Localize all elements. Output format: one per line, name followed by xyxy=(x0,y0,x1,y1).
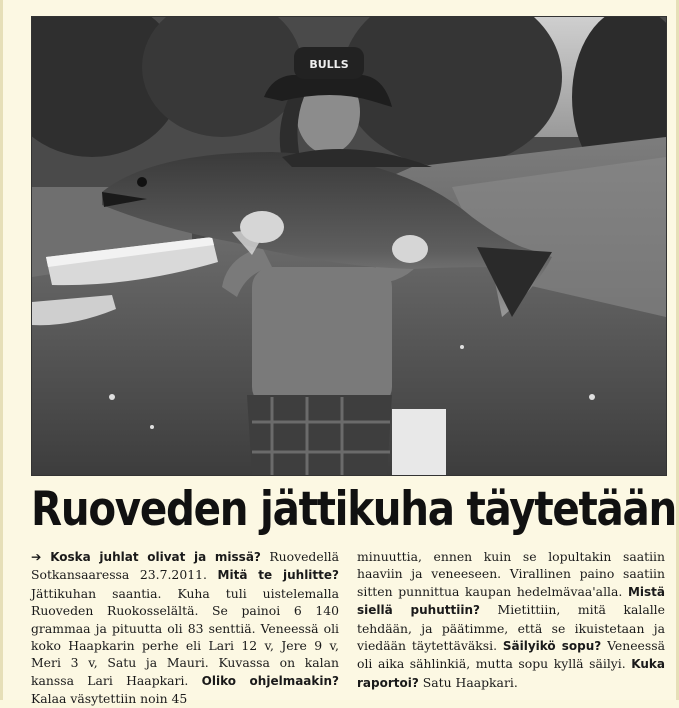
article-photo xyxy=(31,16,667,476)
bucket xyxy=(392,409,446,475)
article-column-1 xyxy=(31,548,340,707)
interview-answer: minuuttia, ennen kuin se lopultakin saatiin haaviin ja veneeseen. Virallinen paino saatiin sitten punnittua kaupan hedelmävaa'alla. xyxy=(357,549,665,599)
interview-answer: Ruovedellä Sotkansaaressa 23.7.2011. xyxy=(31,549,340,583)
headline: Ruoveden jättikuha täytetään xyxy=(31,482,677,537)
interview-answer: Veneessä oli aika sählinkiä, mutta sopu kyllä säilyi. xyxy=(357,638,665,672)
article-column-2 xyxy=(357,548,665,696)
interview-answer: Mietittiin, mitä kalalle tehdään, ja päätimme, että se ikuistetaan ja viedään täytettäväksi. xyxy=(357,602,665,654)
arrow-icon: ➔ xyxy=(31,549,51,564)
right-hand xyxy=(392,235,428,263)
interview-question: Kuka raportoi? xyxy=(357,657,665,690)
article-body xyxy=(31,548,665,707)
interview-answer: Kalaa väsytettiin noin 45 xyxy=(31,691,188,707)
interview-question: Koska juhlat olivat ja missä? xyxy=(50,550,261,564)
interview-question: Säilyikö sopu? xyxy=(502,639,602,654)
interview-question: Mistä siellä puhuttiin? xyxy=(357,584,665,618)
cap-logo-text: BULLS xyxy=(309,58,349,71)
interview-answer: Satu Haapkari. xyxy=(418,674,518,690)
interview-question: Mitä te juhlitte? xyxy=(217,568,339,583)
interview-question: Oliko ohjelmaakin? xyxy=(201,673,339,688)
fish-eye xyxy=(137,177,147,187)
photo-boy-with-pike-perch xyxy=(32,17,666,475)
interview-answer: Jättikuhan saantia. Kuha tuli uistelemalla Ruoveden Ruokosselältä. Se painoi 6 140 grammaa ja pituutta oli 83 senttiä. Veneessä oli koko Haapkarin perhe eli Lari 12 v, Jere 9 v, Meri 3 v, Satu ja Mauri. Kuvassa on kalan kanssa Lari Haapkari. xyxy=(31,585,339,688)
left-hand xyxy=(240,211,284,243)
